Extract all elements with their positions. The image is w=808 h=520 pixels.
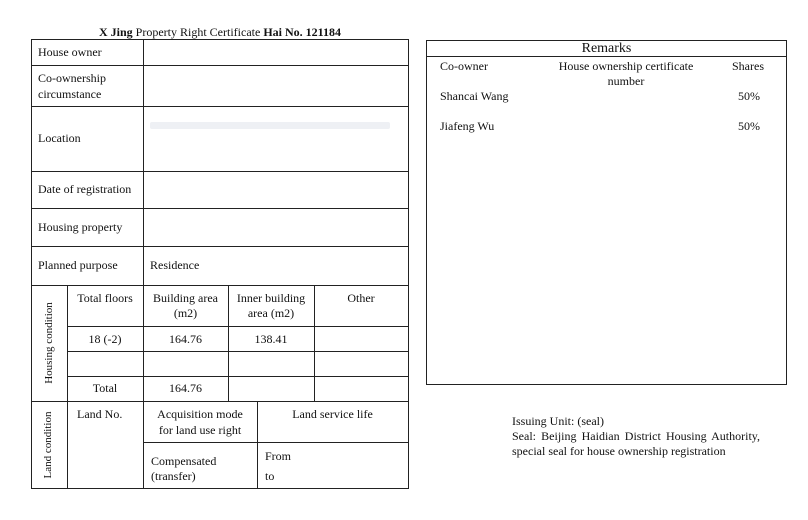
- land-condition-label: Land condition: [42, 411, 54, 479]
- planned-purpose-value: Residence: [150, 258, 200, 272]
- coownership-label-2: circumstance: [38, 87, 102, 101]
- total-label: Total: [92, 381, 118, 395]
- acq-mode-header-2: for land use right: [158, 423, 242, 437]
- compensated-value-1: Compensated: [151, 454, 217, 468]
- house-owner-label: House owner: [38, 45, 102, 59]
- col-coowner: Co-owner: [440, 59, 488, 73]
- coowner-share-2: 50%: [738, 119, 760, 133]
- redacted-location: [150, 122, 390, 129]
- acq-mode-header-1: Acquisition mode: [157, 407, 243, 421]
- planned-purpose-label: Planned purpose: [38, 258, 118, 272]
- other-header: Other: [347, 291, 375, 305]
- title-middle: Property Right Certificate: [132, 25, 264, 39]
- housing-property-label: Housing property: [38, 220, 123, 234]
- total-value: 164.76: [169, 381, 202, 395]
- inner-area-header-2: area (m2): [247, 306, 295, 320]
- to-label: to: [265, 469, 275, 483]
- compensated-value-2: (transfer): [151, 469, 196, 483]
- inner-area-header-1: Inner building: [236, 291, 306, 305]
- seal-description: Seal: Beijing Haidian District Housing Authority, special seal for house ownership registration: [512, 429, 760, 458]
- coowner-share-1: 50%: [738, 89, 760, 103]
- building-area-value: 164.76: [169, 332, 202, 346]
- col-shares: Shares: [732, 59, 764, 73]
- title-number: No. 121184: [281, 25, 341, 39]
- land-no-header: Land No.: [77, 407, 123, 421]
- coowner-name-2: Jiafeng Wu: [440, 119, 495, 133]
- coownership-label-1: Co-ownership: [38, 71, 106, 85]
- issuing-unit: Issuing Unit: (seal): [512, 414, 604, 428]
- housing-condition-label: Housing condition: [43, 302, 55, 384]
- land-service-life-header: Land service life: [292, 407, 373, 421]
- coowner-name-1: Shancai Wang: [440, 89, 509, 103]
- title-district: Hai: [263, 25, 282, 39]
- building-area-header-1: Building area: [153, 291, 218, 305]
- location-label: Location: [38, 131, 81, 145]
- col-cert-2: number: [607, 74, 645, 88]
- floors-value: 18 (-2): [88, 332, 122, 346]
- building-area-header-2: (m2): [173, 306, 198, 320]
- title-prefix: X Jing: [98, 25, 133, 39]
- inner-area-value: 138.41: [254, 332, 288, 346]
- certificate-title: [0, 25, 440, 40]
- total-floors-header: Total floors: [77, 291, 133, 305]
- date-registration-label: Date of registration: [38, 182, 132, 196]
- from-label: From: [265, 449, 292, 463]
- remarks-title: Remarks: [581, 41, 632, 56]
- col-cert-1: House ownership certificate: [558, 59, 694, 73]
